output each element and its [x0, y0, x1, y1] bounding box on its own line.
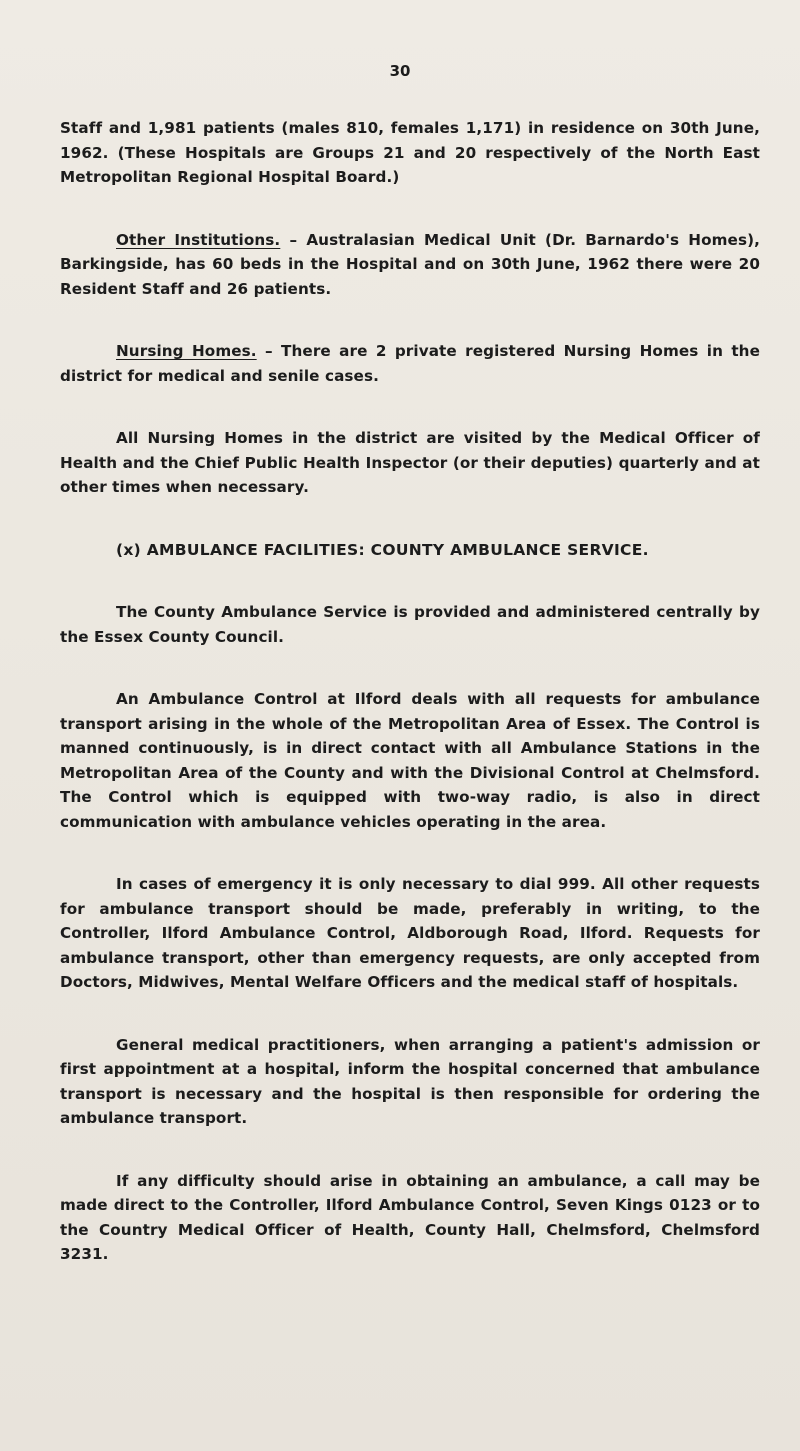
- nursing-homes-text: – There are 2 private registered Nursing Homes in the district for medical and senile cases.: [60, 342, 760, 385]
- paragraph-other-institutions: [60, 228, 760, 302]
- paragraph-hospital-staff: Staff and 1,981 patients (males 810, females 1,171) in residence on 30th June, 1962. (These Hospitals are Groups 21 and 20 respectively of the North East Metropolitan Regional Hospital Board.): [60, 119, 760, 186]
- paragraph-ambulance-control: An Ambulance Control at Ilford deals with all requests for ambulance transport arising in the whole of the Metropolitan Area of Essex. The Control is manned continuously, is in direct contact with all Ambulance Stations in the Metropolitan Area of the County and with the Divisional Control at Chelmsford. The Control which is equipped with two-way radio, is also in direct communication with ambulance vehicles operating in the area.: [60, 690, 760, 831]
- paragraph-nursing-homes-visits: All Nursing Homes in the district are visited by the Medical Officer of Health and the Chief Public Health Inspector (or their deputies) quarterly and at other times when necessary.: [60, 429, 760, 496]
- paragraph-nursing-homes: [60, 339, 760, 388]
- other-institutions-heading: Other Institutions.: [116, 230, 281, 249]
- paragraph-county-ambulance-service: The County Ambulance Service is provided and administered centrally by the Essex County Council.: [60, 603, 760, 646]
- nursing-homes-heading: Nursing Homes.: [116, 342, 257, 360]
- page-number: 30: [389, 62, 411, 80]
- paragraph-general-practitioners: General medical practitioners, when arranging a patient's admission or first appointment at a hospital, inform the hospital concerned that ambulance transport is necessary and the hospital is then responsible for ordering the ambulance transport.: [60, 1035, 760, 1127]
- page-body: [60, 116, 760, 1267]
- paragraph-difficulty-contact: If any difficulty should arise in obtaining an ambulance, a call may be made direct to the Controller, Ilford Ambulance Control, Seven Kings 0123 or to the Country Medical Officer of Health, County Hall, Chelmsford, Chelmsford 3231.: [60, 1171, 760, 1263]
- section-heading-text: (x) AMBULANCE FACILITIES: COUNTY AMBULANCE SERVICE.: [116, 540, 649, 559]
- paragraph-emergency-requests: In cases of emergency it is only necessary to dial 999. All other requests for ambulance transport should be made, preferably in writing, to the Controller, Ilford Ambulance Control, Aldborough Road, Ilford. Requests for ambulance transport, other than emergency requests, are only accepted from Doctors, Midwives, Mental Welfare Officers and the medical staff of hospitals.: [60, 875, 760, 991]
- other-institutions-text: – Australasian Medical Unit (Dr. Barnardo's Homes), Barkingside, has 60 beds in the Hospital and on 30th June, 1962 there were 20 Resident Staff and 26 patients.: [60, 230, 760, 298]
- section-heading-ambulance: [60, 538, 760, 563]
